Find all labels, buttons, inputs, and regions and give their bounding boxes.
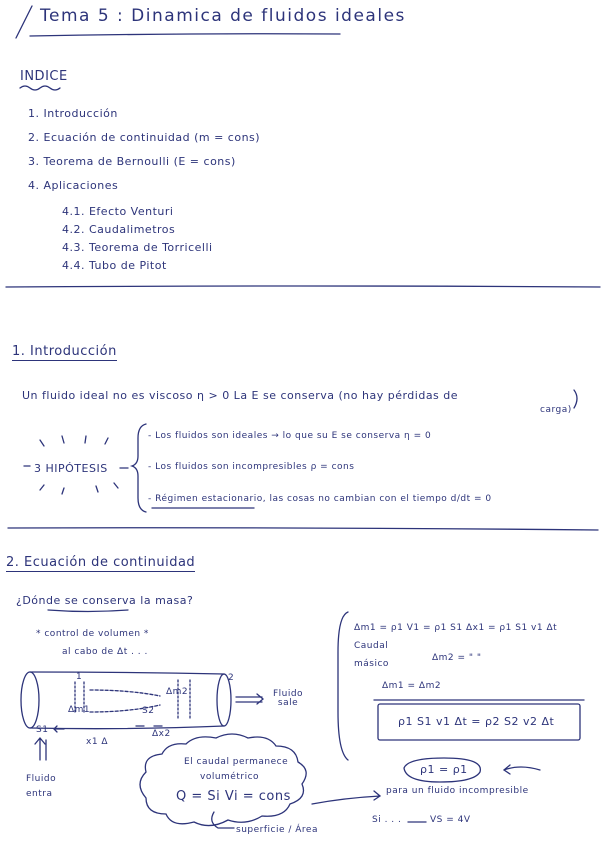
caudal-label: Caudal: [354, 641, 389, 651]
boxed-equation: ρ1 S1 v1 Δt = ρ2 S2 v2 Δt: [398, 715, 555, 728]
fluid-in-label: Fluido entra: [26, 774, 57, 800]
superficie-label: superficie / Área: [236, 825, 318, 835]
index-subitem: 4.4. Tubo de Pitot: [62, 259, 167, 272]
fluid-out-label: Fluido sale: [272, 689, 304, 708]
page-title: Tema 5 : Dinamica de fluidos ideales: [40, 6, 406, 26]
index-item: 4. Aplicaciones: [28, 179, 119, 192]
tube-label-1: 1: [76, 672, 83, 682]
hypothesis-item: - Régimen estacionario, las cosas no cambian con el tiempo d/dt = 0: [148, 494, 492, 504]
mass-eq-2: Δm2 = " ": [432, 653, 482, 663]
index-subitem: 4.2. Caudalimetros: [62, 223, 176, 236]
index-subitem: 4.1. Efecto Venturi: [62, 205, 174, 218]
cloud-text-2: volumétrico: [200, 772, 260, 782]
index-item: 2. Ecuación de continuidad (m = cons): [28, 131, 261, 144]
tube-label-dx2: Δx2: [152, 729, 171, 739]
control-volume-label: * control de volumen *: [36, 629, 149, 639]
density-equality: ρ1 = ρ1: [420, 763, 468, 776]
hypotheses-label: 3 HIPÓTESIS: [34, 462, 108, 475]
velocity-relation: VS = 4V: [430, 815, 471, 825]
tube-label-s2: S2: [142, 706, 155, 716]
tube-label-dx1: x1 Δ: [86, 737, 109, 747]
index-heading: INDICE: [20, 69, 68, 84]
tube-label-dm2: Δm2: [166, 687, 189, 697]
section1-definition-end: carga): [540, 405, 572, 415]
incompressible-note: para un fluido incompresible: [386, 786, 529, 796]
hypothesis-item: - Los fluidos son incompresibles ρ = cons: [148, 462, 355, 472]
hypothesis-item: - Los fluidos son ideales → lo que su E se conserva η = 0: [148, 431, 432, 441]
control-volume-time: al cabo de Δt . . .: [62, 647, 148, 657]
tube-label-dm1: Δm1: [68, 705, 91, 715]
section1-definition: Un fluido ideal no es viscoso η > 0 La E se conserva (no hay pérdidas de: [22, 389, 459, 402]
tube-label-2: 2: [228, 673, 235, 683]
flow-formula: Q = Si Vi = cons: [176, 789, 291, 804]
index-item: 3. Teorema de Bernoulli (E = cons): [28, 155, 236, 168]
section2-heading: 2. Ecuación de continuidad: [6, 555, 196, 570]
mass-eq-3: Δm1 = Δm2: [382, 681, 442, 691]
si-label: Si . . .: [372, 815, 402, 825]
tube-label-s1: S1: [36, 725, 49, 735]
index-subitem: 4.3. Teorema de Torricelli: [62, 241, 213, 254]
section2-question: ¿Dónde se conserva la masa?: [16, 594, 194, 607]
mass-eq-1: Δm1 = ρ1 V1 = ρ1 S1 Δx1 = ρ1 S1 v1 Δt: [354, 623, 558, 633]
index-item: 1. Introducción: [28, 107, 118, 120]
section1-heading: 1. Introducción: [12, 344, 117, 359]
masico-label: másico: [354, 659, 389, 669]
cloud-text-1: El caudal permanece: [184, 757, 289, 767]
